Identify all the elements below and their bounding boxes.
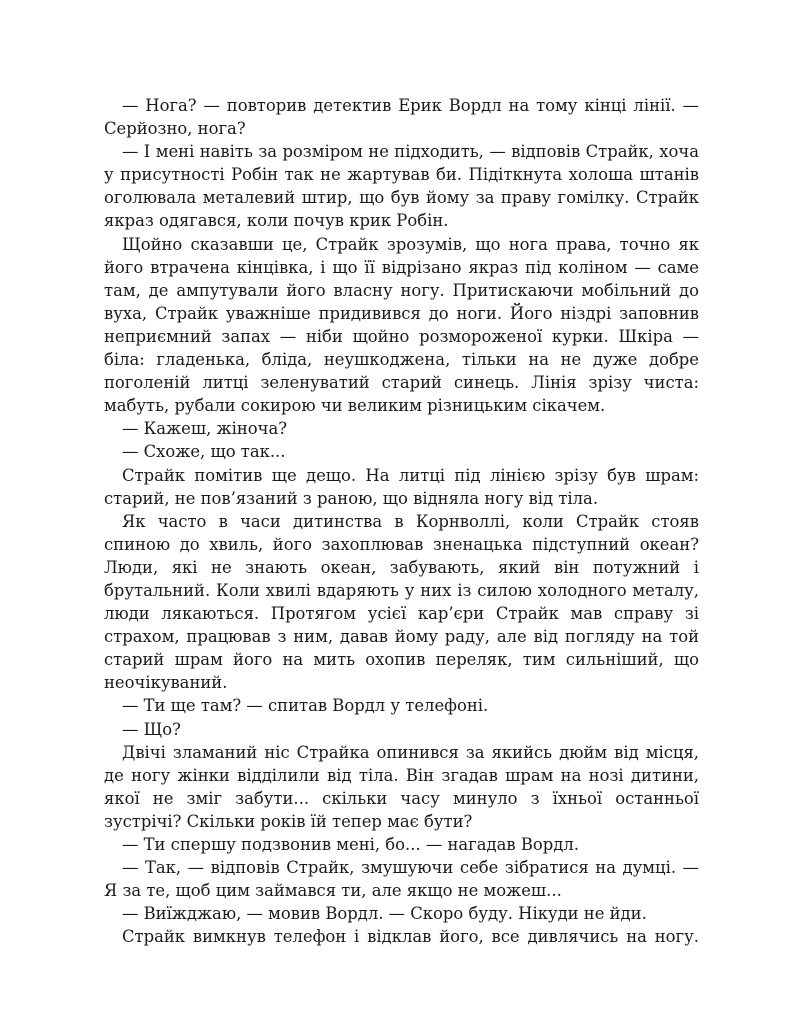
paragraph: — Так, — відповів Страйк, змушуючи себе зібратися на думці. — Я за те, щоб цим займався ти, але якщо не можеш... [104, 858, 699, 901]
paragraph: Двічі зламаний ніс Страйка опинився за якийсь дюйм від місця, де ногу жінки відділили від тіла. Він згадав шрам на нозі дитини, якої не зміг забути... скільки часу минуло з їхньої останньої зустрічі? Скільки років їй тепер має бути? [104, 742, 699, 831]
paragraph: — Що? [122, 719, 181, 739]
page-body-text [104, 94, 699, 948]
paragraph: — Схоже, що так... [122, 442, 286, 462]
paragraph: — І мені навіть за розміром не підходить, — відповів Страйк, хоча у присутності Робін так не жартував би. Підіткнута холоша штанів оголювала металевий штир, що був йому за праву гомілку. Страйк якраз одягався, коли почув крик Робін. [104, 142, 699, 231]
paragraph: Страйк вимкнув телефон і відклав його, все дивлячись на ногу. [122, 927, 699, 947]
paragraph: Щойно сказавши це, Страйк зрозумів, що нога права, точно як його втрачена кінцівка, і що її відрізано якраз під коліном — саме там, де ампутували його власну ногу. Притискаючи мобільний до вуха, Страйк уважніше придивився до ноги. Його ніздрі заповнив неприємний запах — ніби щойно розмороженої курки. Шкіра — біла: гладенька, бліда, неушкоджена, тільки на не дуже добре поголеній литці зеленуватий старий синець. Лінія зрізу чиста: мабуть, рубали сокирою чи великим різницьким сікачем. [104, 234, 699, 416]
paragraph: Страйк помітив ще дещо. На литці під лінією зрізу був шрам: старий, не пов’язаний з раною, що відняла ногу від тіла. [104, 465, 699, 508]
paragraph: Як часто в часи дитинства в Корнволлі, коли Страйк стояв спиною до хвиль, його захоплював зненацька підступний океан? Люди, які не знають океан, забувають, який він потужний і брутальний. Коли хвилі вдаряють у них із силою холодного металу, люди лякаються. Протягом усієї кар’єри Страйк мав справу зі страхом, працював з ним, давав йому раду, але від погляду на той старий шрам його на мить охопив переляк, тим сильніший, що неочікуваний. [104, 511, 699, 693]
paragraph: — Кажеш, жіноча? [122, 419, 288, 439]
paragraph: — Нога? — повторив детектив Ерик Вордл на тому кінці лінії. — Серйозно, нога? [104, 96, 699, 139]
paragraph: — Ти ще там? — спитав Вордл у телефоні. [122, 696, 489, 716]
paragraph: — Ти спершу подзвонив мені, бо... — нагадав Вордл. [122, 835, 579, 854]
paragraph: — Виїжджаю, — мовив Вордл. — Скоро буду. Нікуди не йди. [122, 904, 647, 924]
